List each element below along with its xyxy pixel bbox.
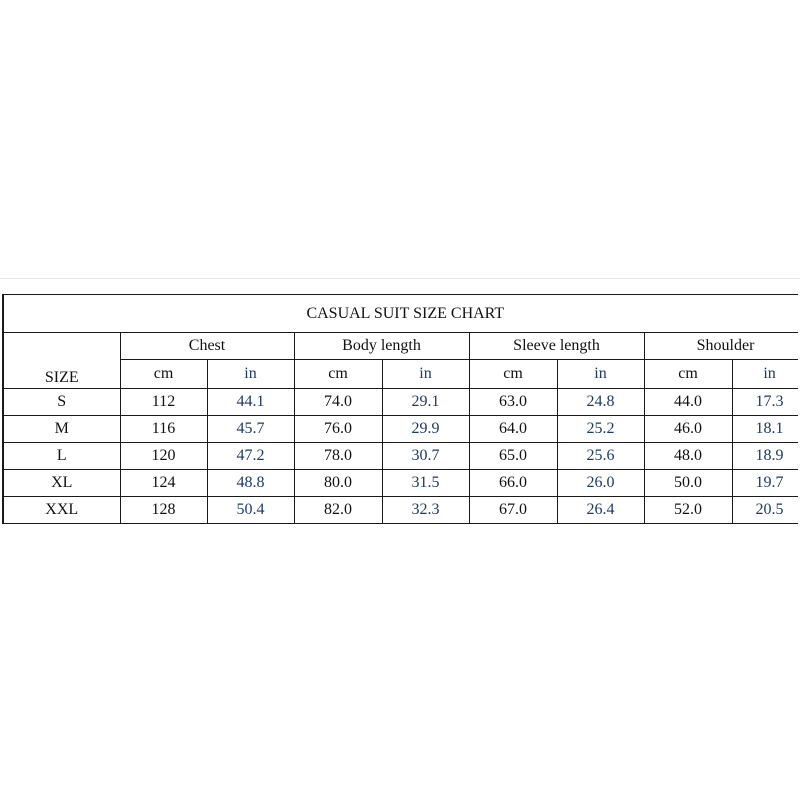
group-header-chest: Chest <box>120 333 294 360</box>
top-divider <box>0 278 800 279</box>
shoulder-cm-cell: 52.0 <box>644 496 732 523</box>
sleeve-length-in-cell: 26.0 <box>557 469 644 496</box>
table-row <box>3 415 798 442</box>
sleeve-length-in-cell: 24.8 <box>557 388 644 415</box>
unit-cm: cm <box>294 360 382 389</box>
chart-title: CASUAL SUIT SIZE CHART <box>3 295 798 333</box>
size-cell: M <box>3 415 120 442</box>
shoulder-cm-cell: 48.0 <box>644 442 732 469</box>
body-length-in-cell: 29.1 <box>382 388 469 415</box>
unit-cm: cm <box>120 360 207 389</box>
body-length-in-cell: 30.7 <box>382 442 469 469</box>
unit-in: in <box>382 360 469 389</box>
sleeve-length-in-cell: 25.6 <box>557 442 644 469</box>
unit-cm: cm <box>644 360 732 389</box>
sleeve-length-cm-cell: 65.0 <box>469 442 557 469</box>
body-length-in-cell: 32.3 <box>382 496 469 523</box>
sleeve-length-cm-cell: 63.0 <box>469 388 557 415</box>
sleeve-length-in-cell: 25.2 <box>557 415 644 442</box>
shoulder-in-cell: 20.5 <box>732 496 798 523</box>
chest-in-cell: 45.7 <box>207 415 294 442</box>
size-cell: S <box>3 388 120 415</box>
shoulder-in-cell: 19.7 <box>732 469 798 496</box>
chest-in-cell: 47.2 <box>207 442 294 469</box>
size-chart-table <box>2 294 798 524</box>
shoulder-cm-cell: 50.0 <box>644 469 732 496</box>
shoulder-cm-cell: 46.0 <box>644 415 732 442</box>
group-header-shoulder: Shoulder <box>644 333 798 360</box>
unit-cm: cm <box>469 360 557 389</box>
unit-in: in <box>557 360 644 389</box>
size-cell: XL <box>3 469 120 496</box>
chest-cm-cell: 120 <box>120 442 207 469</box>
body-length-cm-cell: 76.0 <box>294 415 382 442</box>
table-row <box>3 496 798 523</box>
sleeve-length-cm-cell: 67.0 <box>469 496 557 523</box>
chest-in-cell: 50.4 <box>207 496 294 523</box>
size-chart-container <box>2 294 798 526</box>
unit-in: in <box>207 360 294 389</box>
sleeve-length-cm-cell: 64.0 <box>469 415 557 442</box>
chest-cm-cell: 128 <box>120 496 207 523</box>
shoulder-cm-cell: 44.0 <box>644 388 732 415</box>
body-length-in-cell: 29.9 <box>382 415 469 442</box>
size-cell: XXL <box>3 496 120 523</box>
body-length-cm-cell: 74.0 <box>294 388 382 415</box>
group-header-sleeve-length: Sleeve length <box>469 333 644 360</box>
table-row <box>3 388 798 415</box>
body-length-cm-cell: 78.0 <box>294 442 382 469</box>
chest-in-cell: 48.8 <box>207 469 294 496</box>
size-cell: L <box>3 442 120 469</box>
chest-cm-cell: 112 <box>120 388 207 415</box>
sleeve-length-in-cell: 26.4 <box>557 496 644 523</box>
chest-in-cell: 44.1 <box>207 388 294 415</box>
size-column-header: SIZE <box>3 360 120 389</box>
unit-in: in <box>732 360 798 389</box>
chest-cm-cell: 124 <box>120 469 207 496</box>
table-row <box>3 469 798 496</box>
body-length-cm-cell: 80.0 <box>294 469 382 496</box>
chest-cm-cell: 116 <box>120 415 207 442</box>
table-row <box>3 442 798 469</box>
group-header-body-length: Body length <box>294 333 469 360</box>
body-length-cm-cell: 82.0 <box>294 496 382 523</box>
shoulder-in-cell: 17.3 <box>732 388 798 415</box>
body-length-in-cell: 31.5 <box>382 469 469 496</box>
sleeve-length-cm-cell: 66.0 <box>469 469 557 496</box>
shoulder-in-cell: 18.9 <box>732 442 798 469</box>
size-header-top <box>3 333 120 360</box>
shoulder-in-cell: 18.1 <box>732 415 798 442</box>
